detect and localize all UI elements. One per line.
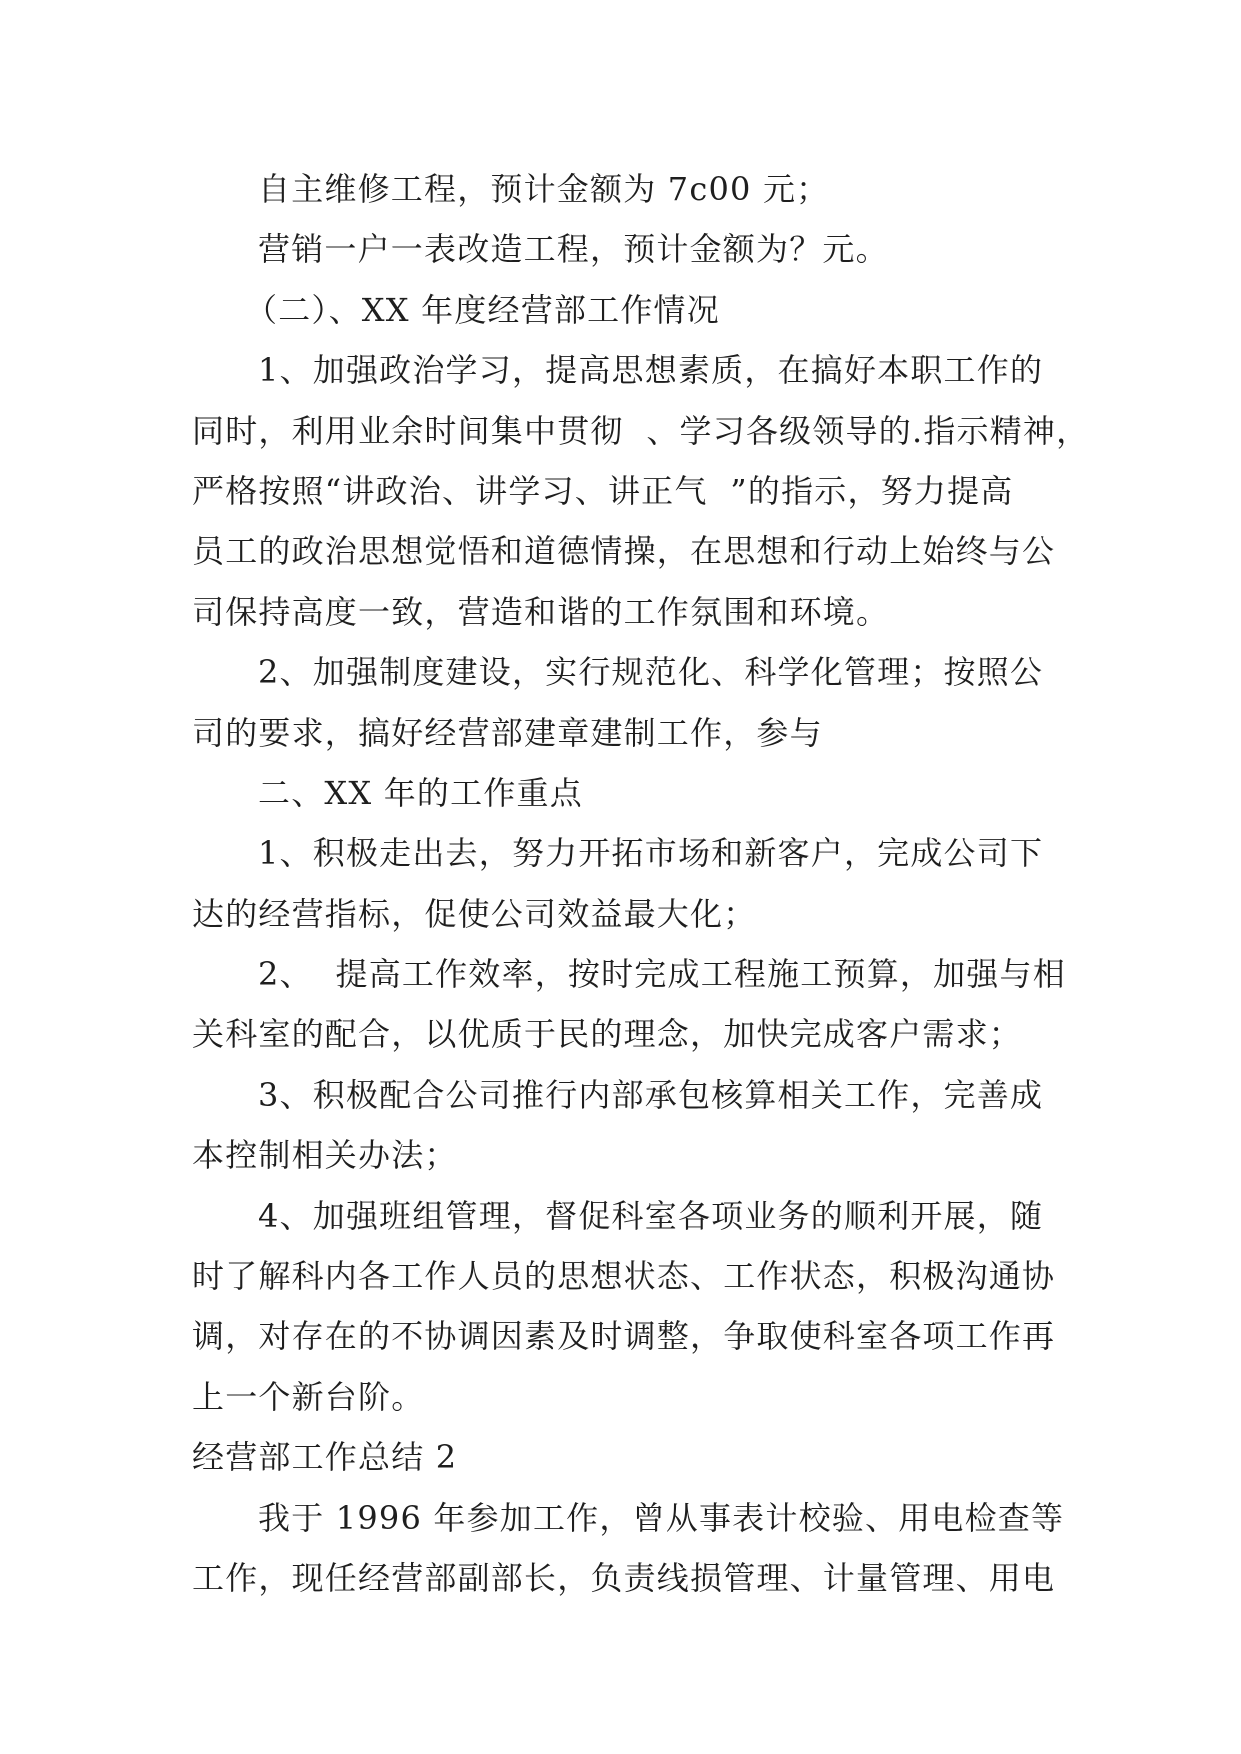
text-line-political-study-3: 严格按照“讲政治、讲学习、讲正气 ”的指示，努力提高 [192, 471, 1014, 510]
text-line-efficiency-1: 2、 提高工作效率，按时完成工程施工预算，加强与相 [258, 955, 1066, 994]
text-line-career-1: 我于 1996 年参加工作，曾从事表计校验、用电检查等 [258, 1498, 1065, 1537]
text-line-contracting-1: 3、积极配合公司推行内部承包核算相关工作，完善成 [258, 1075, 1044, 1114]
text-line-market-1: 1、积极走出去，努力开拓市场和新客户，完成公司下 [258, 834, 1044, 873]
document-body [192, 159, 1090, 1608]
text-line-political-study-5: 司保持高度一致，营造和谐的工作氛围和环境。 [192, 592, 890, 631]
text-line-system-building-1: 2、加强制度建设，实行规范化、科学化管理；按照公 [258, 653, 1044, 692]
text-line-team-management-4: 上一个新台阶。 [192, 1377, 425, 1416]
text-line-efficiency-2: 关科室的配合，以优质于民的理念，加快完成客户需求； [192, 1015, 1023, 1054]
section-heading-work-focus: 二、XX 年的工作重点 [258, 773, 583, 812]
text-line-team-management-2: 时了解科内各工作人员的思想状态、工作状态，积极沟通协 [192, 1257, 1056, 1296]
text-line-contracting-2: 本控制相关办法； [192, 1136, 458, 1175]
text-line-political-study-2: 同时，利用业余时间集中贯彻 、学习各级领导的.指示精神， [192, 411, 1090, 450]
text-line-career-2: 工作，现任经营部副部长，负责线损管理、计量管理、用电 [192, 1558, 1056, 1597]
document-title-summary-2: 经营部工作总结 2 [192, 1438, 458, 1477]
section-heading-work-status: （二）、XX 年度经营部工作情况 [245, 290, 720, 329]
text-line-political-study-4: 员工的政治思想觉悟和道德情操，在思想和行动上始终与公 [192, 532, 1056, 571]
text-line-political-study-1: 1、加强政治学习，提高思想素质，在搞好本职工作的 [258, 351, 1044, 390]
text-line-repair-project: 自主维修工程，预计金额为 7c00 元； [258, 170, 830, 208]
text-line-system-building-2: 司的要求，搞好经营部建章建制工作，参与 [192, 713, 823, 752]
text-line-team-management-1: 4、加强班组管理，督促科室各项业务的顺利开展，随 [258, 1196, 1044, 1235]
text-line-market-2: 达的经营指标，促使公司效益最大化； [192, 894, 757, 933]
text-line-meter-project: 营销一户一表改造工程，预计金额为？元。 [258, 230, 889, 269]
text-line-team-management-3: 调，对存在的不协调因素及时调整，争取使科室各项工作再 [192, 1317, 1056, 1356]
